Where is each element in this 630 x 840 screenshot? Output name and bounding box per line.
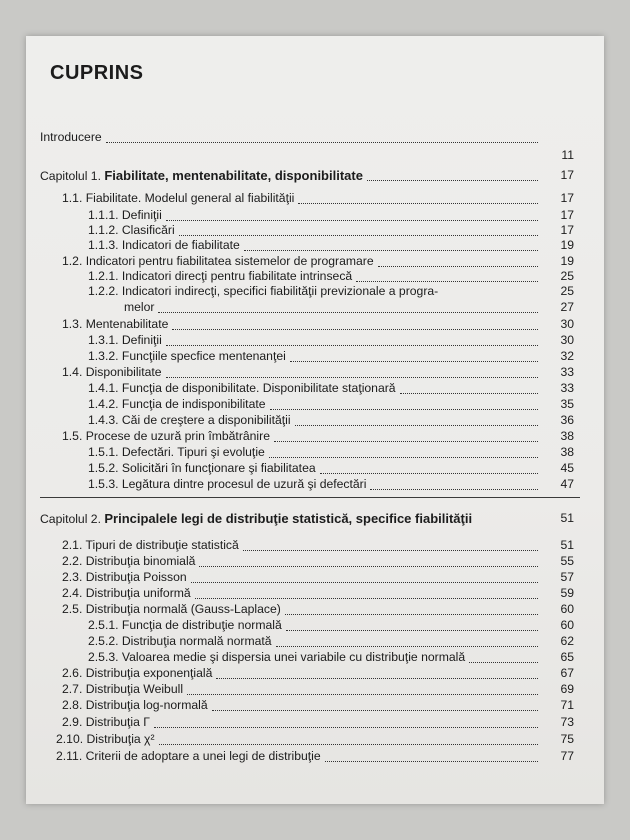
dot-leader [286,615,538,631]
dot-leader [274,426,538,442]
toc-page-number: 36 [560,413,574,427]
dot-leader [195,583,538,599]
toc-page-number: 25 [560,269,574,283]
dot-leader [320,458,538,474]
toc-entry-title: 1.1.3. Indicatori de fiabilitate [88,238,240,252]
toc-page-number: 59 [560,586,574,600]
toc-chapter-entry [26,168,604,183]
dot-leader [400,378,538,394]
toc-chapter-entry [26,511,604,526]
toc-page-number: 27 [560,300,574,314]
dot-leader [370,474,538,490]
dot-leader [269,442,538,458]
toc-entry [26,477,604,492]
toc-entry-title: Capitolul 2. Principalele legi de distribuţie statistică, specifice fiabilităţii [40,511,473,526]
toc-page-number: 30 [560,317,574,331]
toc-entry [26,148,604,163]
dot-leader [270,394,538,410]
dot-leader [187,679,538,695]
toc-entry-title: 2.8. Distribuţia log-normală [62,698,208,712]
toc-page-number: 57 [560,570,574,584]
toc-page-number: 38 [560,445,574,459]
toc-entry-title: 1.5. Procese de uzură prin îmbătrânire [62,429,270,443]
dot-leader [179,220,538,236]
dot-leader [212,695,538,711]
toc-chapter-title: Principalele legi de distribuţie statistică, specifice fiabilităţii [104,511,473,526]
toc-entry-title: 1.1.1. Definiţii [88,208,162,222]
toc-page-number: 73 [560,715,574,729]
toc-entry [26,130,604,145]
toc-entry [26,749,604,764]
toc-entry-title: 1.4.1. Funcţia de disponibilitate. Disponibilitate staţionară [88,381,396,395]
dot-leader [367,165,538,181]
toc-entry-title: 2.3. Distribuţia Poisson [62,570,187,584]
toc-entry-title: 1.3.2. Funcţiile specfice mentenanţei [88,349,286,363]
toc-page-number: 35 [560,397,574,411]
dot-leader [290,346,538,362]
toc-page-number: 17 [560,168,574,182]
toc-page-number: 71 [560,698,574,712]
toc-entry-title: 2.5.1. Funcţia de distribuţie normală [88,618,282,632]
toc-entry [26,300,604,315]
toc-page-number: 30 [560,333,574,347]
toc-page-number: 33 [560,365,574,379]
dot-leader [276,631,538,647]
toc-page-number: 65 [560,650,574,664]
dot-leader [469,647,538,663]
page-title: CUPRINS [50,62,144,84]
dot-leader [166,362,538,378]
dot-leader [191,567,538,583]
toc-entry-title: 1.4. Disponibilitate [62,365,162,379]
toc-entry-title: 1.3. Mentenabilitate [62,317,169,331]
toc-entry [26,715,604,730]
toc-entry [26,732,604,747]
toc-entry-title: 1.5.2. Solicitări în funcţionare şi fiabilitatea [88,461,316,475]
toc-entry-title: 1.2.2. Indicatori indirecţi, specifici fiabilităţii previzionale a progra- [88,284,439,298]
toc-entry-title: 2.1. Tipuri de distribuţie statistică [62,538,239,552]
toc-page-number: 33 [560,381,574,395]
toc-entry-title: 1.1. Fiabilitate. Modelul general al fiabilităţii [62,191,295,205]
toc-page-number: 17 [560,208,574,222]
toc-page-number: 47 [560,477,574,491]
toc-entry-title: 1.3.1. Definiţii [88,333,162,347]
toc-page-number: 25 [560,284,574,298]
dot-leader [216,663,538,679]
dot-leader [356,266,538,282]
toc-page-number: 32 [560,349,574,363]
dot-leader [159,729,538,745]
toc-entry [26,269,604,284]
toc-page-number: 38 [560,429,574,443]
dot-leader [166,330,538,346]
toc-entry-title: 2.11. Criterii de adoptare a unei legi de distribuţie [56,749,321,763]
toc-chapter-title: Fiabilitate, mentenabilitate, disponibilitate [104,168,363,183]
toc-page-number: 51 [560,511,574,525]
toc-entry-title: 1.1.2. Clasificări [88,223,175,237]
dot-leader [199,551,538,567]
toc-page-number: 60 [560,618,574,632]
toc-entry-title: Introducere [40,130,102,144]
toc-page-number: 45 [560,461,574,475]
toc-entry-title: 2.10. Distribuţia χ² [56,732,155,746]
toc-page-number: 55 [560,554,574,568]
toc-page-number: 77 [560,749,574,763]
toc-entry [26,698,604,713]
toc-page-number: 19 [560,254,574,268]
toc-entry-title: 2.5.2. Distribuţia normală normată [88,634,272,648]
toc-page-number: 17 [560,191,574,205]
dot-leader [285,599,538,615]
toc-page-number: 19 [560,238,574,252]
toc-page-number: 51 [560,538,574,552]
dot-leader [106,127,538,143]
toc-page-number: 11 [561,148,574,162]
toc-entry [26,191,604,206]
toc-page-number: 62 [560,634,574,648]
document-page [26,36,604,804]
toc-entry-title: 1.4.3. Căi de creştere a disponibilităţii [88,413,291,427]
toc-entry-title: 2.2. Distribuţia binomială [62,554,196,568]
table-of-contents [26,36,604,804]
toc-entry-title: 1.2. Indicatori pentru fiabilitatea sistemelor de programare [62,254,374,268]
toc-entry-title: 2.7. Distribuţia Weibull [62,682,184,696]
toc-entry-title: 1.5.1. Defectări. Tipuri şi evoluţie [88,445,265,459]
toc-page-number: 75 [560,732,574,746]
toc-entry-title: 2.6. Distribuţia exponenţială [62,666,213,680]
toc-entry-title: 2.4. Distribuţia uniformă [62,586,191,600]
toc-entry-title: Capitolul 1. Fiabilitate, mentenabilitate, disponibilitate [40,168,363,183]
toc-page-number: 17 [560,223,574,237]
dot-leader [172,314,538,330]
dot-leader [166,205,538,221]
toc-entry-title: 1.4.2. Funcţia de indisponibilitate [88,397,266,411]
dot-leader [295,410,538,426]
dot-leader [154,712,538,728]
toc-page-number: 67 [560,666,574,680]
dot-leader [158,297,538,313]
dot-leader [243,535,538,551]
toc-entry-title: 2.9. Distribuţia Γ [62,715,150,729]
toc-page-number: 60 [560,602,574,616]
dot-leader [298,188,538,204]
dot-leader [244,235,538,251]
toc-entry-title: 2.5. Distribuţia normală (Gauss-Laplace) [62,602,281,616]
toc-entry-title: 2.5.3. Valoarea medie şi dispersia unei variabile cu distribuţie normală [88,650,466,664]
toc-entry-title: melor [124,300,155,314]
toc-entry-title: 1.5.3. Legătura dintre procesul de uzură şi defectări [88,477,367,491]
toc-entry-title: 1.2.1. Indicatori direcţi pentru fiabilitate intrinsecă [88,269,353,283]
toc-page-number: 69 [560,682,574,696]
dot-leader [325,746,538,762]
dot-leader [378,251,538,267]
